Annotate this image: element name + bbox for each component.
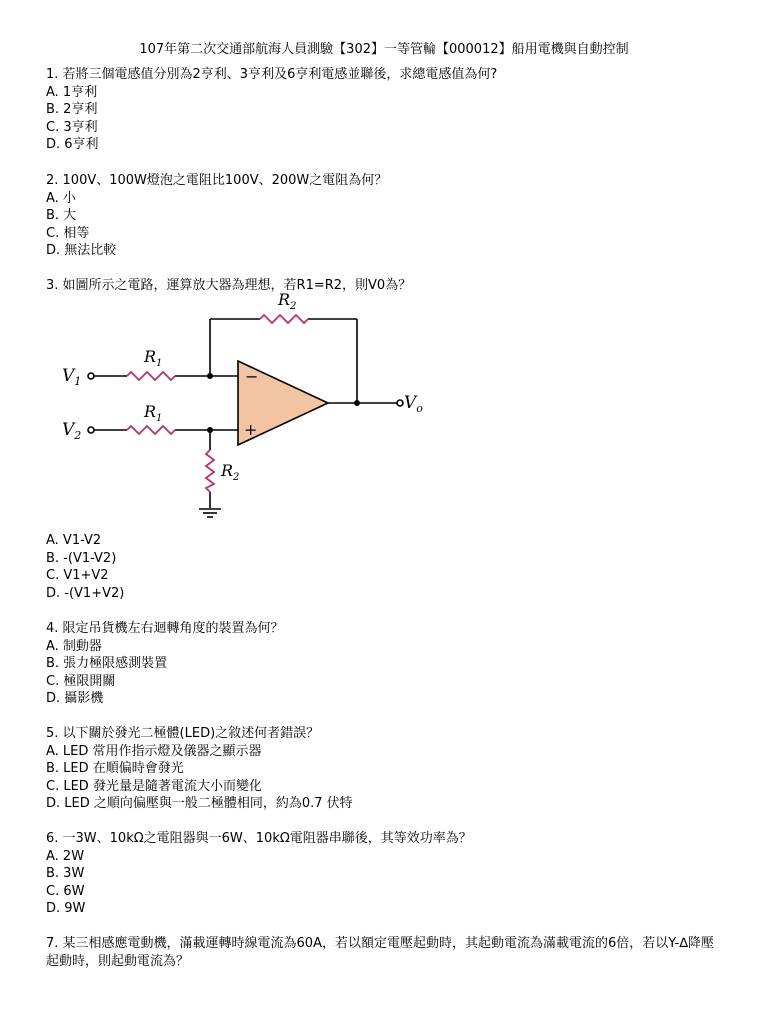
junction-dot — [207, 427, 213, 433]
option-b: B. 張力極限感測裝置 — [46, 656, 168, 672]
question-7 — [46, 935, 726, 970]
resistor-r2-ground-icon — [206, 450, 214, 492]
option-c: C. 極限開關 — [46, 673, 116, 689]
question-stem: 2. 100V、100W燈泡之電阻比100V、200W之電阻為何？ — [46, 173, 388, 188]
option-a: A. LED 常用作指示燈及儀器之顯示器 — [46, 743, 262, 759]
option-a: A. V1-V2 — [46, 533, 102, 548]
junction-dot — [207, 373, 213, 379]
ground-icon — [199, 509, 221, 517]
question-3-options — [46, 532, 726, 602]
option-c: C. 6W — [46, 883, 85, 899]
label-v1: $V_1$ — [62, 366, 82, 388]
question-stem: 7. 某三相感應電動機，滿載運轉時線電流為60A，若以額定電壓起動時，其起動電流為滿載電流的6倍，若以Y-∆降壓起動時，則起動電流為？ — [46, 936, 715, 969]
question-stem: 3. 如圖所示之電路，運算放大器為理想，若R1=R2，則V0為？ — [46, 278, 412, 293]
v2-terminal — [88, 427, 94, 433]
resistor-r2-feedback-icon — [260, 315, 308, 323]
question-6 — [46, 830, 726, 918]
label-r1-bottom: $R_1$ — [144, 402, 163, 424]
resistor-r1-bottom-icon — [127, 426, 175, 434]
opamp-circuit-diagram — [54, 292, 434, 528]
resistor-r1-top-icon — [127, 372, 175, 380]
label-vo: $V_o$ — [404, 393, 423, 415]
label-v2: $V_2$ — [62, 420, 82, 442]
option-a: A. 2W — [46, 848, 85, 864]
option-b: B. 大 — [46, 208, 77, 224]
question-5 — [46, 725, 726, 813]
option-a: A. 制動器 — [46, 638, 102, 654]
label-r1-top: $R_1$ — [144, 347, 163, 369]
option-c: C. 3亨利 — [46, 119, 98, 135]
question-2 — [46, 172, 726, 260]
inverting-input-sign: − — [245, 367, 259, 386]
option-b: B. -(V1-V2) — [46, 550, 117, 566]
label-r2-ground: $R_2$ — [221, 461, 240, 483]
option-c: C. 相等 — [46, 225, 90, 241]
option-c: C. LED 發光量是隨著電流大小而變化 — [46, 778, 262, 794]
option-d: D. 6亨利 — [46, 137, 99, 153]
junction-dot — [354, 400, 360, 406]
page-title: 107年第二次交通部航海人員測驗【302】一等管輪【000012】船用電機與自動控制 — [139, 42, 629, 57]
v1-terminal — [88, 373, 94, 379]
vo-terminal — [397, 400, 403, 406]
question-stem: 5. 以下關於發光二極體(LED)之敘述何者錯誤？ — [46, 726, 320, 741]
question-1 — [46, 66, 726, 154]
option-d: D. 無法比較 — [46, 243, 117, 259]
question-stem: 4. 限定吊貨機左右迴轉角度的裝置為何？ — [46, 621, 284, 636]
option-d: D. LED 之順向偏壓與一般二極體相同，約為0.7 伏特 — [46, 796, 353, 812]
option-c: C. V1+V2 — [46, 568, 109, 584]
option-b: B. 3W — [46, 866, 85, 882]
option-b: B. LED 在順偏時會發光 — [46, 761, 184, 777]
option-d: D. 9W — [46, 901, 86, 917]
question-stem: 6. 一3W、10kΩ之電阻器與一6W、10kΩ電阻器串聯後，其等效功率為？ — [46, 831, 472, 846]
option-b: B. 2亨利 — [46, 102, 98, 118]
noninverting-input-sign: + — [244, 420, 258, 439]
option-a: A. 1亨利 — [46, 84, 98, 100]
question-stem: 1. 若將三個電感值分別為2亨利、3亨利及6亨利電感並聯後，求總電感值為何? — [46, 67, 498, 82]
label-r2-feedback: $R_2$ — [278, 292, 297, 312]
option-a: A. 小 — [46, 190, 76, 206]
question-4 — [46, 620, 726, 708]
option-d: D. -(V1+V2) — [46, 585, 125, 601]
option-d: D. 攝影機 — [46, 691, 104, 707]
